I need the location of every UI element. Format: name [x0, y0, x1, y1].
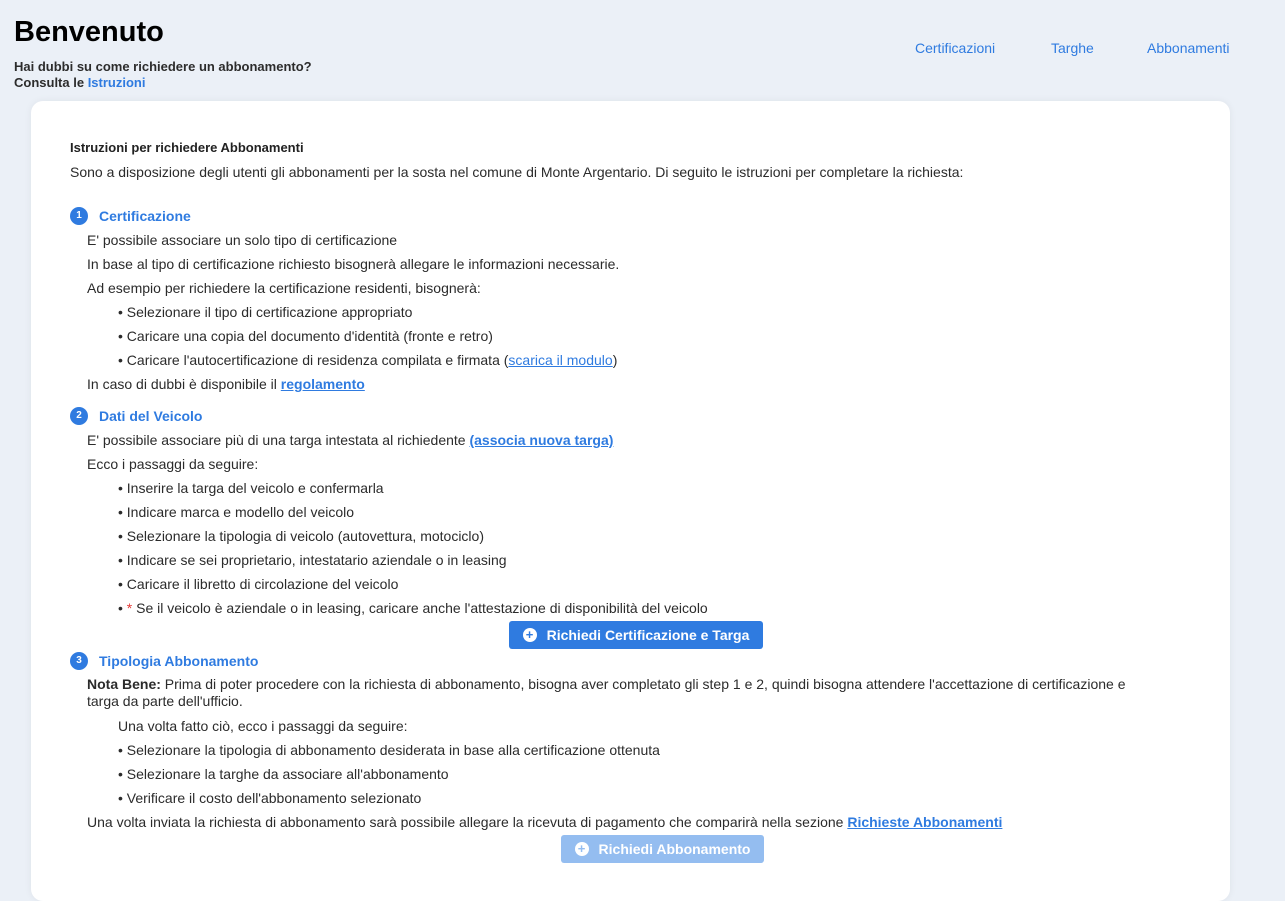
help-consult [14, 75, 312, 91]
text-line: In base al tipo di certificazione richiesto bisognerà allegare le informazioni necessarie. [87, 256, 620, 272]
card-intro: Sono a disposizione degli utenti gli abbonamenti per la sosta nel comune di Monte Argentario. Di seguito le istruzioni per completare la richiesta: [70, 164, 964, 180]
step-number-icon: 1 [70, 207, 88, 225]
line-text: E' possibile associare più di una targa intestata al richiedente [87, 432, 470, 448]
button-label: Richiedi Certificazione e Targa [546, 627, 750, 643]
instructions-card [31, 101, 1230, 901]
istruzioni-link[interactable]: Istruzioni [87, 75, 146, 90]
step-3-heading [70, 649, 1230, 673]
list-item-text: Inserire la targa del veicolo e confermarla [126, 480, 384, 496]
list-item-text: Verificare il costo dell'abbonamento selezionato [126, 790, 422, 806]
text-line: E' possibile associare un solo tipo di certificazione [87, 232, 398, 248]
text-line: Una volta fatto ciò, ecco i passaggi da seguire: [118, 718, 408, 734]
help-question: Hai dubbi su come richiedere un abbonamento? [14, 59, 312, 74]
list-item: • Selezionare la targhe da associare all'abbonamento [118, 766, 449, 782]
nota-label: Nota Bene: [87, 676, 161, 692]
associa-targa-link[interactable]: (associa nuova targa) [469, 432, 614, 448]
list-item-text: Caricare l'autocertificazione di residenza compilata e firmata ( [126, 352, 509, 368]
list-item: • Caricare il libretto di circolazione del veicolo [118, 576, 399, 592]
list-item-text: Indicare marca e modello del veicolo [126, 504, 355, 520]
help-text [14, 59, 312, 91]
list-item-text: Selezionare la targhe da associare all'abbonamento [126, 766, 449, 782]
text-line [87, 428, 1230, 452]
step-1-heading [70, 204, 1230, 228]
list-item-text: Indicare se sei proprietario, intestatario aziendale o in leasing [126, 552, 507, 568]
list-item: • * Se il veicolo è aziendale o in leasing, caricare anche l'attestazione di disponibilità del veicolo [118, 600, 708, 616]
list-item: • Indicare marca e modello del veicolo [118, 504, 355, 520]
list-item: • Inserire la targa del veicolo e confermarla [118, 480, 384, 496]
paren-close: ) [612, 352, 618, 368]
nav-targhe[interactable]: Targhe [1051, 40, 1094, 56]
step-number-icon: 2 [70, 407, 88, 425]
list-item-text: Selezionare la tipologia di veicolo (autovettura, motociclo) [126, 528, 484, 544]
list-item: • Indicare se sei proprietario, intestatario aziendale o in leasing [118, 552, 507, 568]
plus-circle-icon: + [523, 628, 537, 642]
step-title: Dati del Veicolo [99, 408, 203, 424]
nota-bene [87, 673, 1127, 710]
list-item: • Verificare il costo dell'abbonamento selezionato [118, 790, 422, 806]
consult-prefix: Consulta le [14, 75, 88, 90]
nav-certificazioni[interactable]: Certificazioni [915, 40, 996, 56]
list-item: • Selezionare la tipologia di abbonamento desiderata in base alla certificazione ottenuta [118, 742, 660, 758]
step-2-heading [70, 404, 1230, 428]
required-star: * [126, 600, 133, 616]
step-number-icon: 3 [70, 652, 88, 670]
list-item-text: Caricare il libretto di circolazione del veicolo [126, 576, 399, 592]
nav-abbonamenti[interactable]: Abbonamenti [1147, 40, 1230, 56]
regolamento-link[interactable]: regolamento [280, 376, 365, 392]
scarica-modulo-link[interactable]: scarica il modulo [508, 352, 613, 368]
text-line: Ecco i passaggi da seguire: [87, 456, 259, 472]
card-title: Istruzioni per richiedere Abbonamenti [70, 140, 304, 155]
text-line [87, 372, 1230, 396]
plus-circle-icon: + [575, 842, 589, 856]
list-item-text: Se il veicolo è aziendale o in leasing, caricare anche l'attestazione di disponibilità del veicolo [136, 600, 708, 616]
richiedi-certificazione-button[interactable] [509, 621, 764, 649]
list-item: • Selezionare il tipo di certificazione appropriato [118, 304, 413, 320]
list-item: • Selezionare la tipologia di veicolo (autovettura, motociclo) [118, 528, 484, 544]
step-title: Tipologia Abbonamento [99, 653, 259, 669]
text-line: Ad esempio per richiedere la certificazione residenti, bisognerà: [87, 280, 481, 296]
step-title: Certificazione [99, 208, 191, 224]
richiedi-abbonamento-button[interactable] [561, 835, 765, 863]
nota-text: Prima di poter procedere con la richiesta di abbonamento, bisogna aver completato gli step 1 e 2, quindi bisogna attendere l'accettazione di certificazione e targa da parte dell'ufficio. [87, 676, 1126, 709]
list-item: • Caricare una copia del documento d'identità (fronte e retro) [118, 328, 493, 344]
list-item-text: Selezionare il tipo di certificazione appropriato [126, 304, 413, 320]
list-item-text: Selezionare la tipologia di abbonamento desiderata in base alla certificazione ottenuta [126, 742, 660, 758]
text-line [87, 810, 1230, 834]
footer-text: In caso di dubbi è disponibile il [87, 376, 281, 392]
richieste-abbonamenti-link[interactable]: Richieste Abbonamenti [847, 814, 1003, 830]
page-title: Benvenuto [14, 16, 164, 48]
list-item: • Caricare l'autocertificazione di residenza compilata e firmata (scarica il modulo) [118, 352, 618, 368]
footer-text: Una volta inviata la richiesta di abbonamento sarà possibile allegare la ricevuta di pagamento che comparirà nella sezione [87, 814, 848, 830]
button-label: Richiedi Abbonamento [598, 841, 751, 857]
list-item-text: Caricare una copia del documento d'identità (fronte e retro) [126, 328, 493, 344]
